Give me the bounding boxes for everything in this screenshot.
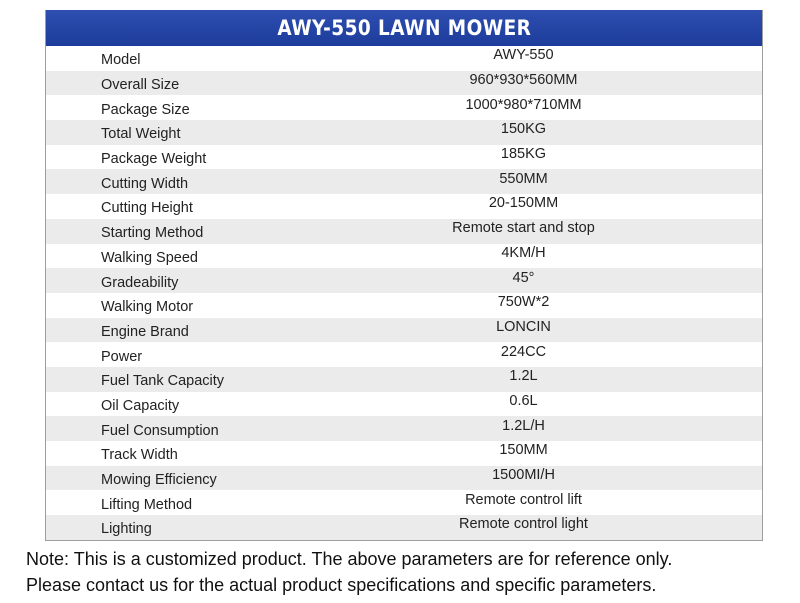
spec-value: 150MM (499, 442, 548, 459)
spec-label: Track Width (101, 447, 178, 464)
spec-value: 20-150MM (488, 195, 559, 212)
spec-value: 550MM (499, 170, 548, 187)
spec-label: Engine Brand (101, 323, 189, 340)
note-line-2: Please contact us for the actual product specifications and specific parameters. (26, 575, 657, 595)
spec-label: Package Weight (101, 151, 207, 168)
spec-value: 224CC (500, 343, 547, 360)
spec-value: 750W*2 (497, 294, 550, 311)
disclaimer-note (26, 546, 786, 598)
table-row (46, 293, 762, 318)
note-line-1: Note: This is a customized product. The above parameters are for reference only. (26, 549, 673, 569)
spec-label: Walking Motor (101, 299, 194, 316)
table-row (46, 169, 762, 194)
spec-label: Walking Speed (101, 249, 198, 266)
table-row (46, 95, 762, 120)
spec-label: Package Size (101, 101, 190, 118)
table-row (46, 515, 762, 540)
table-row (46, 392, 762, 417)
table-row (46, 219, 762, 244)
spec-label: Fuel Tank Capacity (101, 373, 225, 390)
spec-value: 1.2L/H (502, 417, 545, 434)
spec-label: Oil Capacity (101, 397, 180, 414)
spec-value: 150KG (500, 121, 547, 138)
spec-value: 1500MI/H (492, 467, 555, 484)
spec-label: Overall Size (101, 77, 180, 94)
spec-value: 960*930*560MM (469, 72, 578, 89)
spec-label: Gradeability (101, 274, 179, 291)
spec-value: 0.6L (509, 392, 538, 409)
table-row (46, 120, 762, 145)
table-row (46, 318, 762, 343)
table-row (46, 71, 762, 96)
spec-label: Mowing Efficiency (101, 472, 217, 489)
spec-value: Remote control lift (465, 491, 582, 508)
spec-label: Fuel Consumption (101, 422, 219, 439)
table-title-bar (46, 10, 762, 46)
spec-value: 1.2L (509, 368, 538, 385)
table-row (46, 46, 762, 71)
table-row (46, 145, 762, 170)
table-row (46, 367, 762, 392)
spec-value: Remote control light (459, 516, 588, 533)
spec-label: Power (101, 348, 143, 365)
spec-value: LONCIN (496, 318, 551, 335)
table-row (46, 490, 762, 515)
table-row (46, 268, 762, 293)
table-row (46, 466, 762, 491)
table-title: AWY-550 LAWN MOWER (277, 16, 531, 40)
spec-value: 185KG (500, 146, 547, 163)
table-row (46, 194, 762, 219)
spec-label: Cutting Height (101, 200, 193, 217)
table-row (46, 342, 762, 367)
spec-label: Lighting (101, 521, 152, 538)
spec-value: Remote start and stop (452, 220, 595, 237)
spec-value: 45° (512, 269, 535, 286)
spec-label: Lifting Method (101, 496, 193, 513)
spec-label: Total Weight (101, 126, 181, 143)
spec-label: Starting Method (101, 225, 204, 242)
spec-value: 4KM/H (501, 244, 546, 261)
spec-value: 1000*980*710MM (465, 96, 582, 113)
spec-label: Cutting Width (101, 175, 189, 192)
table-row (46, 244, 762, 269)
table-row (46, 441, 762, 466)
spec-label: Model (101, 52, 141, 69)
spec-value: AWY-550 (493, 47, 554, 64)
spec-rows (46, 46, 762, 540)
table-row (46, 416, 762, 441)
spec-table (45, 10, 763, 541)
